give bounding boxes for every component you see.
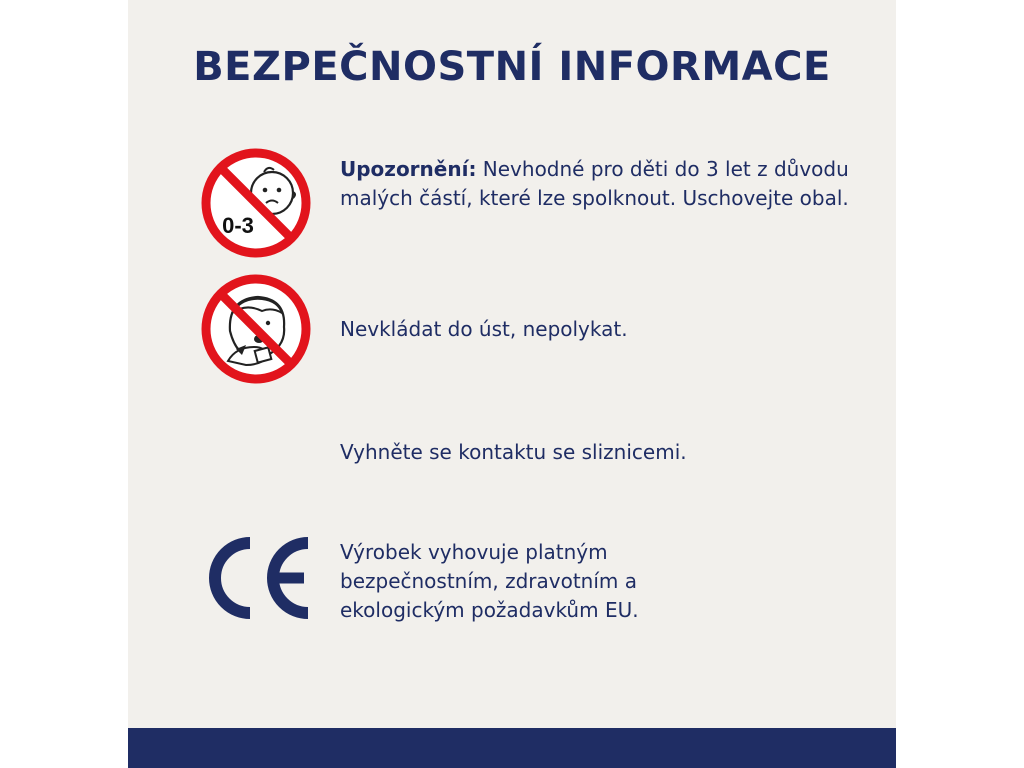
- warning-body: Nevhodné pro děti do 3 let z důvodu malých částí, které lze spolknout. Uschovejte obal.: [340, 157, 849, 210]
- warning-label: Upozornění:: [340, 157, 477, 181]
- do-not-put-in-mouth-icon: [198, 271, 314, 387]
- safety-info-panel: [128, 0, 896, 768]
- mucous-warning-text: Vyhněte se kontaktu se sliznicemi.: [340, 440, 687, 464]
- ce-compliance-text: Výrobek vyhovuje platným bezpečnostním, zdravotním a ekologickým požadavkům EU.: [340, 540, 639, 622]
- ce-mark-icon: [200, 536, 316, 620]
- no-children-0-3-icon: [198, 145, 314, 261]
- footer-bar: [128, 728, 896, 768]
- age-range-label: 0-3: [222, 213, 254, 238]
- age-warning-text: [340, 155, 860, 213]
- page-title: BEZPEČNOSTNÍ INFORMACE: [193, 44, 831, 90]
- mouth-warning-text: Nevkládat do úst, nepolykat.: [340, 317, 628, 341]
